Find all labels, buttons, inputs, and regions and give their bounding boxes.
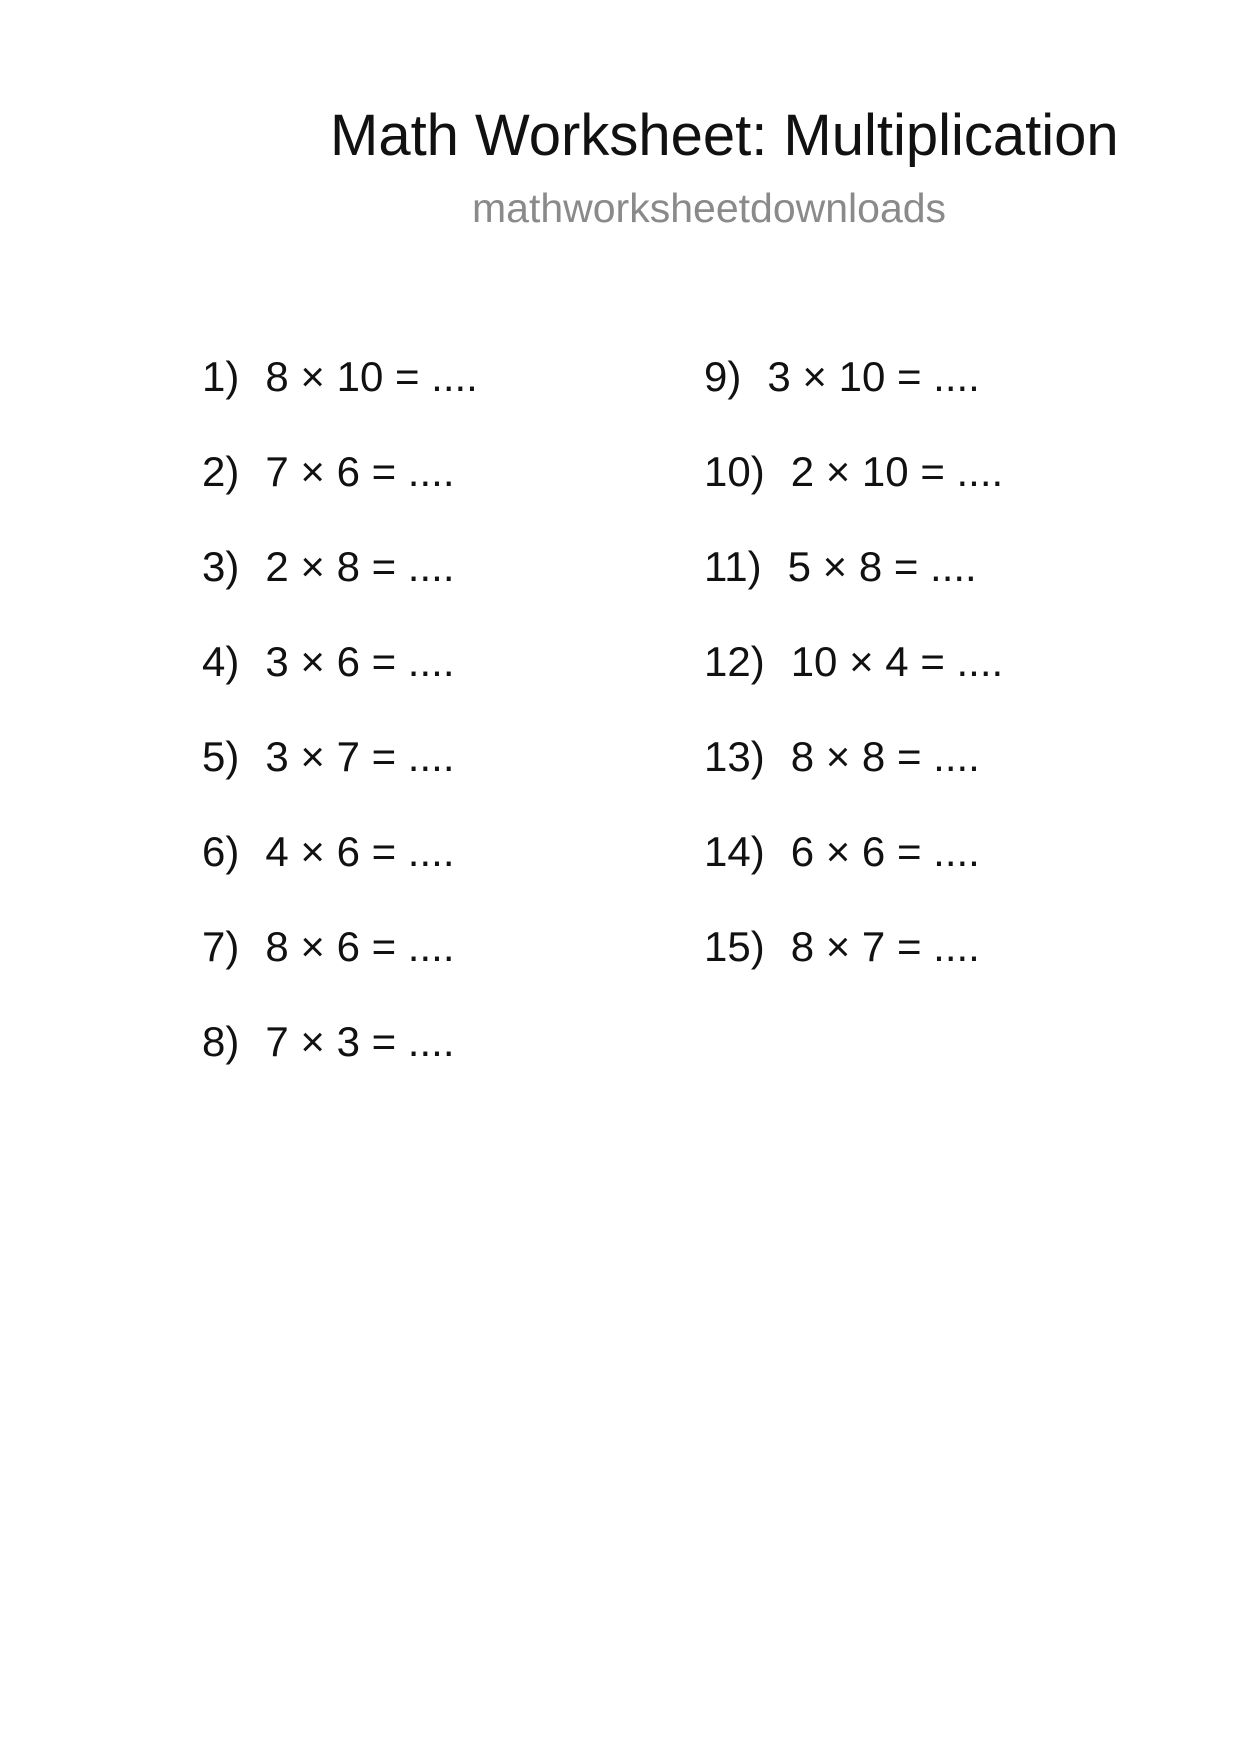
problem-number: 1) bbox=[202, 353, 240, 400]
problem-number: 3) bbox=[202, 543, 240, 590]
problem-expression: 8 × 6 = .... bbox=[265, 923, 455, 970]
problem-expression: 2 × 8 = .... bbox=[265, 543, 455, 590]
problem-15 bbox=[704, 910, 1003, 1005]
problem-number: 12) bbox=[704, 638, 765, 685]
problem-expression: 6 × 6 = .... bbox=[790, 828, 980, 875]
problem-expression: 8 × 10 = .... bbox=[265, 353, 478, 400]
problem-number: 10) bbox=[704, 448, 765, 495]
problem-10 bbox=[704, 435, 1003, 530]
problem-12 bbox=[704, 625, 1003, 720]
problem-expression: 8 × 7 = .... bbox=[790, 923, 980, 970]
problem-expression: 3 × 6 = .... bbox=[265, 638, 455, 685]
problem-number: 5) bbox=[202, 733, 240, 780]
problem-expression: 8 × 8 = .... bbox=[790, 733, 980, 780]
problem-11 bbox=[704, 530, 1003, 625]
problem-number: 4) bbox=[202, 638, 240, 685]
problem-4 bbox=[202, 625, 478, 720]
problem-1 bbox=[202, 340, 478, 435]
problem-number: 15) bbox=[704, 923, 765, 970]
problem-expression: 7 × 6 = .... bbox=[265, 448, 455, 495]
problem-number: 7) bbox=[202, 923, 240, 970]
problem-number: 8) bbox=[202, 1018, 240, 1065]
problem-13 bbox=[704, 720, 1003, 815]
problem-3 bbox=[202, 530, 478, 625]
page-subtitle: mathworksheetdownloads bbox=[472, 185, 947, 231]
problem-9 bbox=[704, 340, 1003, 435]
problem-expression: 7 × 3 = .... bbox=[265, 1018, 455, 1065]
problem-expression: 3 × 7 = .... bbox=[265, 733, 455, 780]
problem-number: 13) bbox=[704, 733, 765, 780]
problem-number: 11) bbox=[704, 543, 762, 590]
problem-column-left bbox=[202, 340, 478, 1100]
page-title: Math Worksheet: Multiplication bbox=[330, 103, 1119, 168]
problem-number: 14) bbox=[704, 828, 765, 875]
problem-column-right bbox=[704, 340, 1003, 1005]
problem-expression: 3 × 10 = .... bbox=[767, 353, 980, 400]
problem-5 bbox=[202, 720, 478, 815]
problem-expression: 2 × 10 = .... bbox=[790, 448, 1004, 495]
problem-expression: 4 × 6 = .... bbox=[265, 828, 455, 875]
problem-8 bbox=[202, 1005, 478, 1100]
problem-number: 6) bbox=[202, 828, 240, 875]
problem-expression: 10 × 4 = .... bbox=[790, 638, 1004, 685]
problem-7 bbox=[202, 910, 478, 1005]
problem-2 bbox=[202, 435, 478, 530]
problem-expression: 5 × 8 = .... bbox=[787, 543, 977, 590]
problem-number: 2) bbox=[202, 448, 240, 495]
problem-6 bbox=[202, 815, 478, 910]
problem-14 bbox=[704, 815, 1003, 910]
problem-number: 9) bbox=[704, 353, 742, 400]
